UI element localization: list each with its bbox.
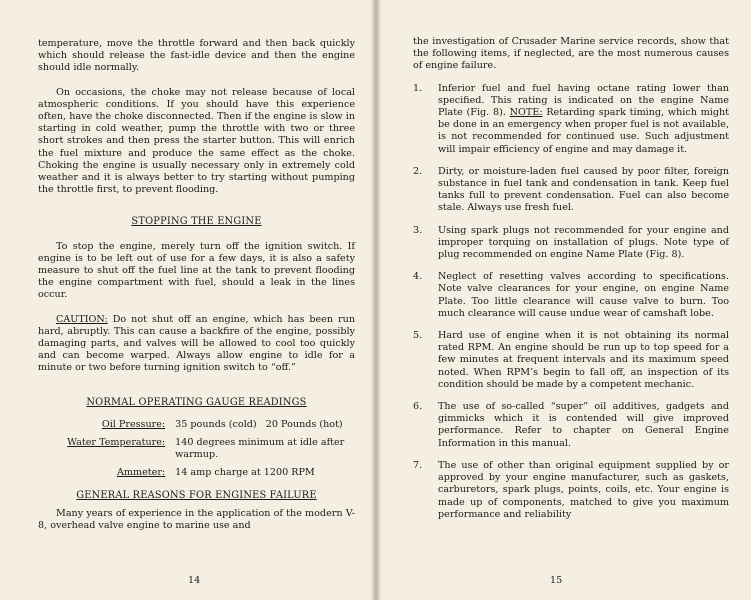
left-para-1: temperature, move the throttle forward and then back quickly which should release the fast-idle device and then the engine should idle normally. [38, 38, 355, 74]
heading-failure-reasons: GENERAL REASONS FOR ENGINES FAILURE [76, 489, 317, 501]
heading-stopping-engine: STOPPING THE ENGINE [131, 216, 262, 228]
gauge-value-oil: 35 pounds (cold) 20 Pounds (hot) [175, 418, 343, 430]
list-item-text: The use of so-called “super” oil additives, gadgets and gimmicks which it is contended will give improved performance. Refer to chapter on General Engine Information in this manual. [438, 401, 729, 449]
list-item-text: The use of other than original equipment supplied by or approved by your engine manufacturer, such as gaskets, carburetors, spark plugs, points, coils, etc. Your engine is made up of components, matched to give you maximum performance and reliability [438, 459, 729, 520]
left-para-2: On occasions, the choke may not release because of local atmospheric conditions. If you should have this experience often, have the choke disconnected. Then if the engine is slow in starting in cold weather, pump the throttle with two or three short strokes and then press the starter button. This will enrich the fuel mixture and produce the same effect as the choke. Choking the engine is usually necessary only in extremely cold weather and it is always better to try starting without pumping the throttle first, to prevent flooding. [38, 86, 355, 196]
left-page [0, 0, 375, 600]
list-item-number: 4. [413, 271, 423, 283]
list-item [413, 460, 729, 521]
list-item [413, 166, 729, 215]
gauge-value-ammeter: 14 amp charge at 1200 RPM [175, 467, 315, 479]
gauge-row [38, 437, 355, 467]
left-para-3: To stop the engine, merely turn off the ignition switch. If engine is to be left out of use for a few days, it is also a safety measure to shut off the fuel line at the tank to prevent flooding the engine compartment with fuel, should a leak in the lines occur. [38, 240, 355, 301]
book-gutter [371, 0, 381, 600]
list-item-text: Using spark plugs not recommended for your engine and improper torquing on installation of plugs. Note type of plug recommended on engine Name Plate (Fig. 8). [438, 224, 729, 261]
gauge-label-oil: Oil Pressure: [101, 418, 166, 430]
list-item [413, 330, 729, 391]
list-item [413, 271, 729, 320]
caution-label: CAUTION: [56, 313, 108, 325]
heading-gauge-readings: NORMAL OPERATING GAUGE READINGS [86, 396, 307, 408]
right-intro: the investigation of Crusader Marine service records, show that the following items, if neglected, are the most numerous causes of engine failure. [413, 36, 729, 72]
list-item-number: 2. [413, 165, 423, 177]
gauge-row [38, 467, 355, 485]
list-item [413, 83, 729, 156]
list-item [413, 401, 729, 450]
list-item-number: 3. [413, 224, 423, 236]
caution-text: Do not shut off an engine, which has been run hard, abruptly. This can cause a backfire of the engine, possibly damaging parts, and valves will be allowed to cool too quickly and can become warped. Always allow engine to idle for a minute or two before turning ignition switch to “off.” [38, 313, 355, 374]
list-item-number: 6. [413, 401, 423, 413]
gauge-readings-table [38, 419, 355, 486]
gauge-row [38, 419, 355, 437]
list-item [413, 225, 729, 262]
list-item-number: 1. [413, 82, 423, 94]
right-page [375, 0, 751, 600]
note-label: NOTE: [509, 107, 543, 119]
failure-causes-list [413, 83, 729, 521]
gauge-label-ammeter: Ammeter: [117, 467, 166, 479]
gauge-value-water: 140 degrees minimum at idle after warmup. [175, 437, 345, 461]
caution-paragraph [38, 314, 355, 375]
list-item-number: 5. [413, 330, 423, 342]
gauge-label-water: Water Temperature: [67, 437, 166, 449]
list-item-number: 7. [413, 459, 423, 471]
left-para-4: Many years of experience in the application of the modern V-8, overhead valve engine to marine use and [38, 507, 355, 532]
list-item-text: Dirty, or moisture-laden fuel caused by poor filter, foreign substance in fuel tank and condensation in tank. Keep fuel tanks full to prevent condensation. Fuel can also become stale. Always use fresh fuel. [438, 165, 729, 214]
page-number-left: 14 [188, 575, 201, 586]
list-item-text: Inferior fuel and fuel having octane rating lower than specified. This rating is indicated on the engine Name Plate (Fig. 8). NOTE: Retarding spark timing, which might be done in an emergency when proper fuel is not available, is not recommended for continued use. Such adjustment will impair efficiency of engine and may damage it. [438, 82, 730, 155]
list-item-text: Neglect of resetting valves according to specifications. Note valve clearances for your engine, on engine Name Plate. Too little clearance will cause valve to burn. Too much clearance will cause undue wear of camshaft lobe. [438, 271, 729, 319]
list-item-text: Hard use of engine when it is not obtaining its normal rated RPM. An engine should be run up to top speed for a few minutes at frequent intervals and its maximum speed noted. When RPM’s begin to fall off, an inspection of its condition should be made by a competent mechanic. [438, 330, 729, 390]
page-number-right: 15 [550, 575, 563, 586]
